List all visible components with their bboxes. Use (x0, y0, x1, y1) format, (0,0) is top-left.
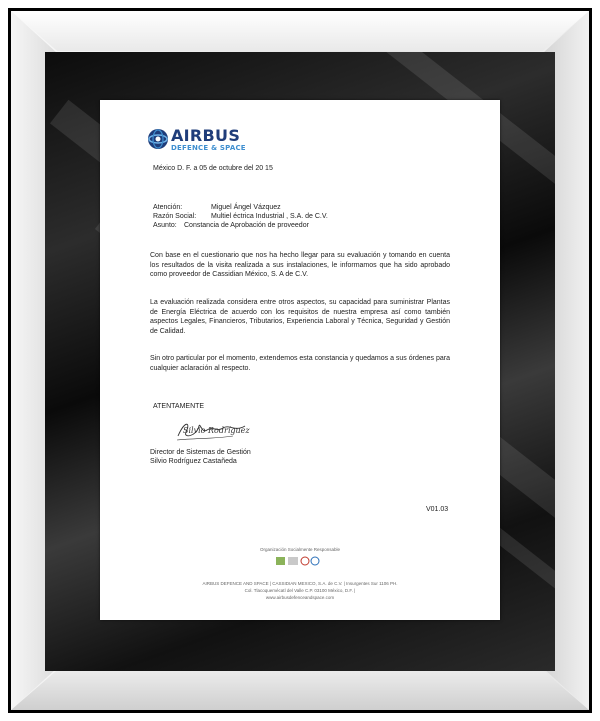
esr-logo-icon (276, 557, 285, 565)
footer-line-2: Col. Tlacoquemécatl del Valle C.P. 03100 México, D.F. | (244, 588, 356, 593)
footer-website: www.airbusdefenceandspace.com (265, 595, 335, 600)
signer-title: Director de Sistemas de Gestión (150, 449, 251, 456)
date-line: México D. F. a 05 de octubre del 20 15 (153, 165, 273, 172)
frame-bevel-bottom (11, 670, 589, 710)
footer-org-label: Organización Socialmente Responsable (259, 547, 341, 552)
handwritten-signature (175, 414, 250, 444)
attention-label: Atención: (153, 204, 183, 211)
paragraph-approval: Con base en el cuestionario que nos ha hecho llegar para su evaluación y tomando en cuenta los resultados de la visita realizada a sus instalaciones, le informamos que ha sido aprobado como proveedor de Cassidian México, S. A de C.V. (150, 252, 450, 278)
certification-logos (276, 556, 326, 566)
quality-seal-icon (301, 557, 309, 565)
frame-bevel-top (11, 11, 589, 51)
company-value: Multiel éctrica Industrial , S.A. de C.V. (211, 213, 328, 220)
paragraph-evaluation: La evaluación realizada considera entre otros aspectos, su capacidad para suministrar Plantas de Energía Eléctrica de acuerdo con los requisitos de nuestra empresa así como también aspectos Legales, Financieros, Tributarios, Experiencia Laboral y Técnica, Seguridad y Gestión de Calidad. (150, 299, 450, 335)
certification-seal-icon (311, 557, 319, 565)
airbus-globe-icon (147, 128, 169, 150)
company-label: Razón Social: (153, 213, 197, 220)
airbus-logo (147, 126, 267, 156)
closing-word: ATENTAMENTE (153, 403, 205, 410)
iso-logo-icon (288, 557, 298, 565)
certificate-letter (100, 100, 500, 620)
signature-text: Silvio Rodríguez (183, 426, 250, 435)
paragraph-closing: Sin otro particular por el momento, extendemos esta constancia y quedamos a sus órdenes para cualquier aclaración al respecto. (150, 355, 450, 372)
footer-line-1: AIRBUS DEFENCE AND SPACE | CASSIDIAN MEXICO, S.A. de C.V. | Insurgentes Sur 1106 PH. (202, 581, 398, 586)
version-code: V01.03 (426, 506, 449, 513)
signer-name: Silvio Rodríguez Castañeda (150, 458, 237, 465)
logo-subtitle: DEFENCE & SPACE (171, 144, 246, 152)
subject-value: Constancia de Aprobación de proveedor (184, 222, 309, 229)
attention-value: Miguel Ángel Vázquez (211, 204, 281, 211)
logo-name: AIRBUS (171, 126, 241, 145)
subject-label: Asunto: (153, 222, 177, 229)
